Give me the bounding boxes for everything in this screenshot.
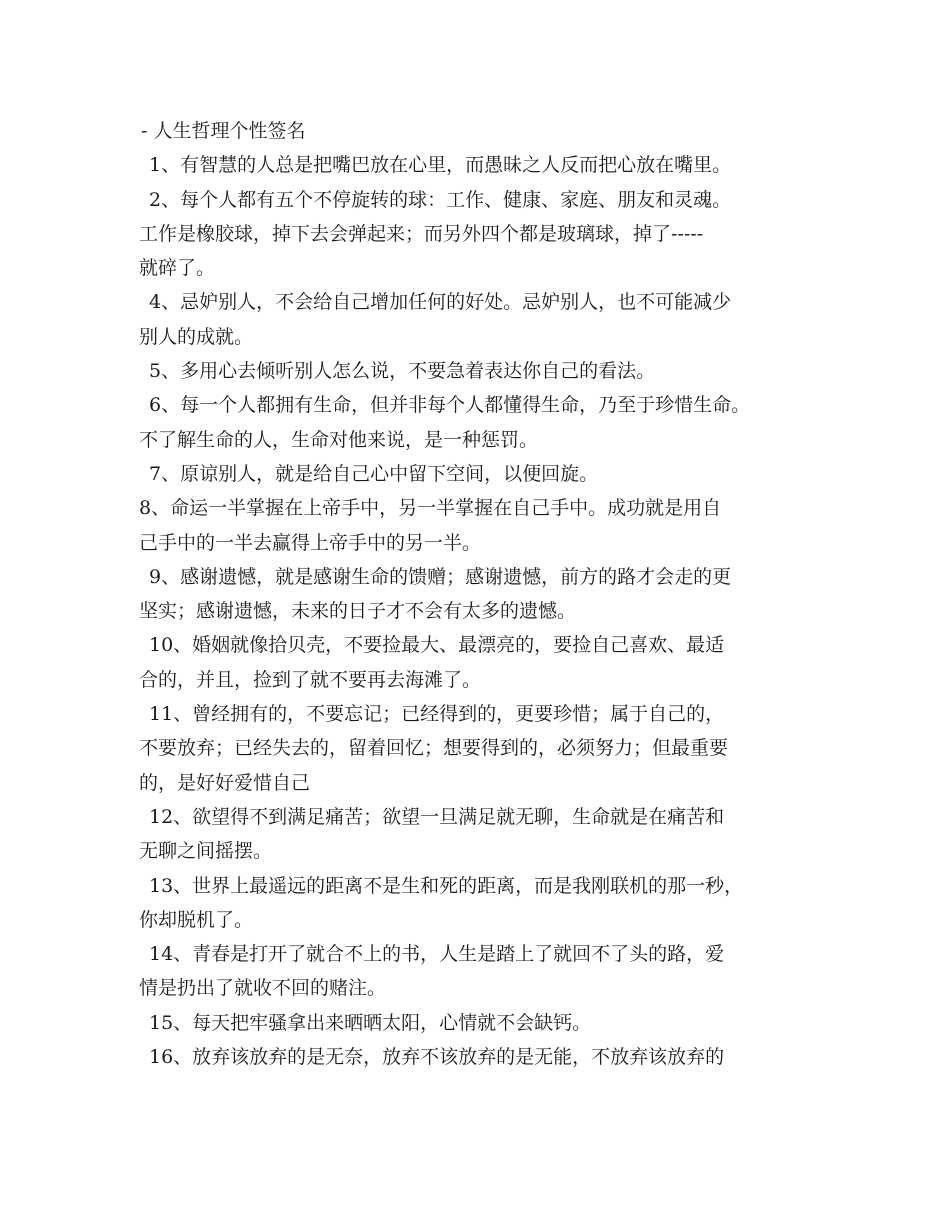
- text-line: 不要放弃；已经失去的，留着回忆；想要得到的，必须努力；但最重要: [139, 737, 729, 760]
- text-line: 8、命运一半掌握在上帝手中，另一半掌握在自己手中。成功就是用自: [139, 497, 722, 520]
- text-line: 7、原谅别人，就是给自己心中留下空间，以便回旋。: [149, 462, 599, 485]
- text-line: 别人的成就。: [139, 325, 254, 348]
- text-line: 的，是好好爱惜自己: [139, 771, 311, 794]
- text-line: 1、有智慧的人总是把嘴巴放在心里，而愚昧之人反而把心放在嘴里。: [149, 154, 732, 177]
- text-line: 己手中的一半去赢得上帝手中的另一半。: [139, 531, 482, 554]
- text-line: 11、曾经拥有的，不要忘记；已经得到的，更要珍惜；属于自己的，: [149, 703, 725, 726]
- text-line: 情是扔出了就收不回的赌注。: [139, 977, 387, 1000]
- text-line: 13、世界上最遥远的距离不是生和死的距离，而是我刚联机的那一秒，: [149, 874, 744, 897]
- text-line: 不了解生命的人，生命对他来说，是一种惩罚。: [139, 428, 539, 451]
- document-body: [139, 114, 839, 1074]
- text-line: 4、忌妒别人，不会给自己增加任何的好处。忌妒别人，也不可能减少: [149, 291, 732, 314]
- text-line: 合的，并且，捡到了就不要再去海滩了。: [139, 668, 482, 691]
- text-line: 5、多用心去倾听别人怎么说，不要急着表达你自己的看法。: [149, 360, 656, 383]
- text-line: 坚实；感谢遗憾，未来的日子才不会有太多的遗憾。: [139, 600, 577, 623]
- text-line: 就碎了。: [139, 257, 216, 280]
- text-line: 14、青春是打开了就合不上的书，人生是踏上了就回不了头的路，爱: [149, 943, 725, 966]
- document-title: - 人生哲理个性签名: [141, 120, 306, 142]
- text-line: 16、放弃该放弃的是无奈，放弃不该放弃的是无能，不放弃该放弃的: [149, 1046, 725, 1069]
- text-line: 工作是橡胶球，掉下去会弹起来；而另外四个都是玻璃球，掉了-----: [139, 222, 704, 245]
- text-line: 9、感谢遗憾，就是感谢生命的馈赠；感谢遗憾，前方的路才会走的更: [149, 565, 732, 588]
- text-line: 你却脱机了。: [139, 908, 254, 931]
- text-line: 无聊之间摇摆。: [139, 840, 273, 863]
- text-line: 12、欲望得不到满足痛苦；欲望一旦满足就无聊，生命就是在痛苦和: [149, 805, 725, 828]
- text-line: 2、每个人都有五个不停旋转的球：工作、健康、家庭、朋友和灵魂。: [149, 188, 732, 211]
- text-line: 15、每天把牢骚拿出来晒晒太阳，心情就不会缺钙。: [149, 1011, 592, 1034]
- text-line: 10、婚姻就像拾贝壳，不要捡最大、最漂亮的，要捡自己喜欢、最适: [149, 634, 725, 657]
- text-line: 6、每一个人都拥有生命，但并非每个人都懂得生命，乃至于珍惜生命。: [149, 394, 751, 417]
